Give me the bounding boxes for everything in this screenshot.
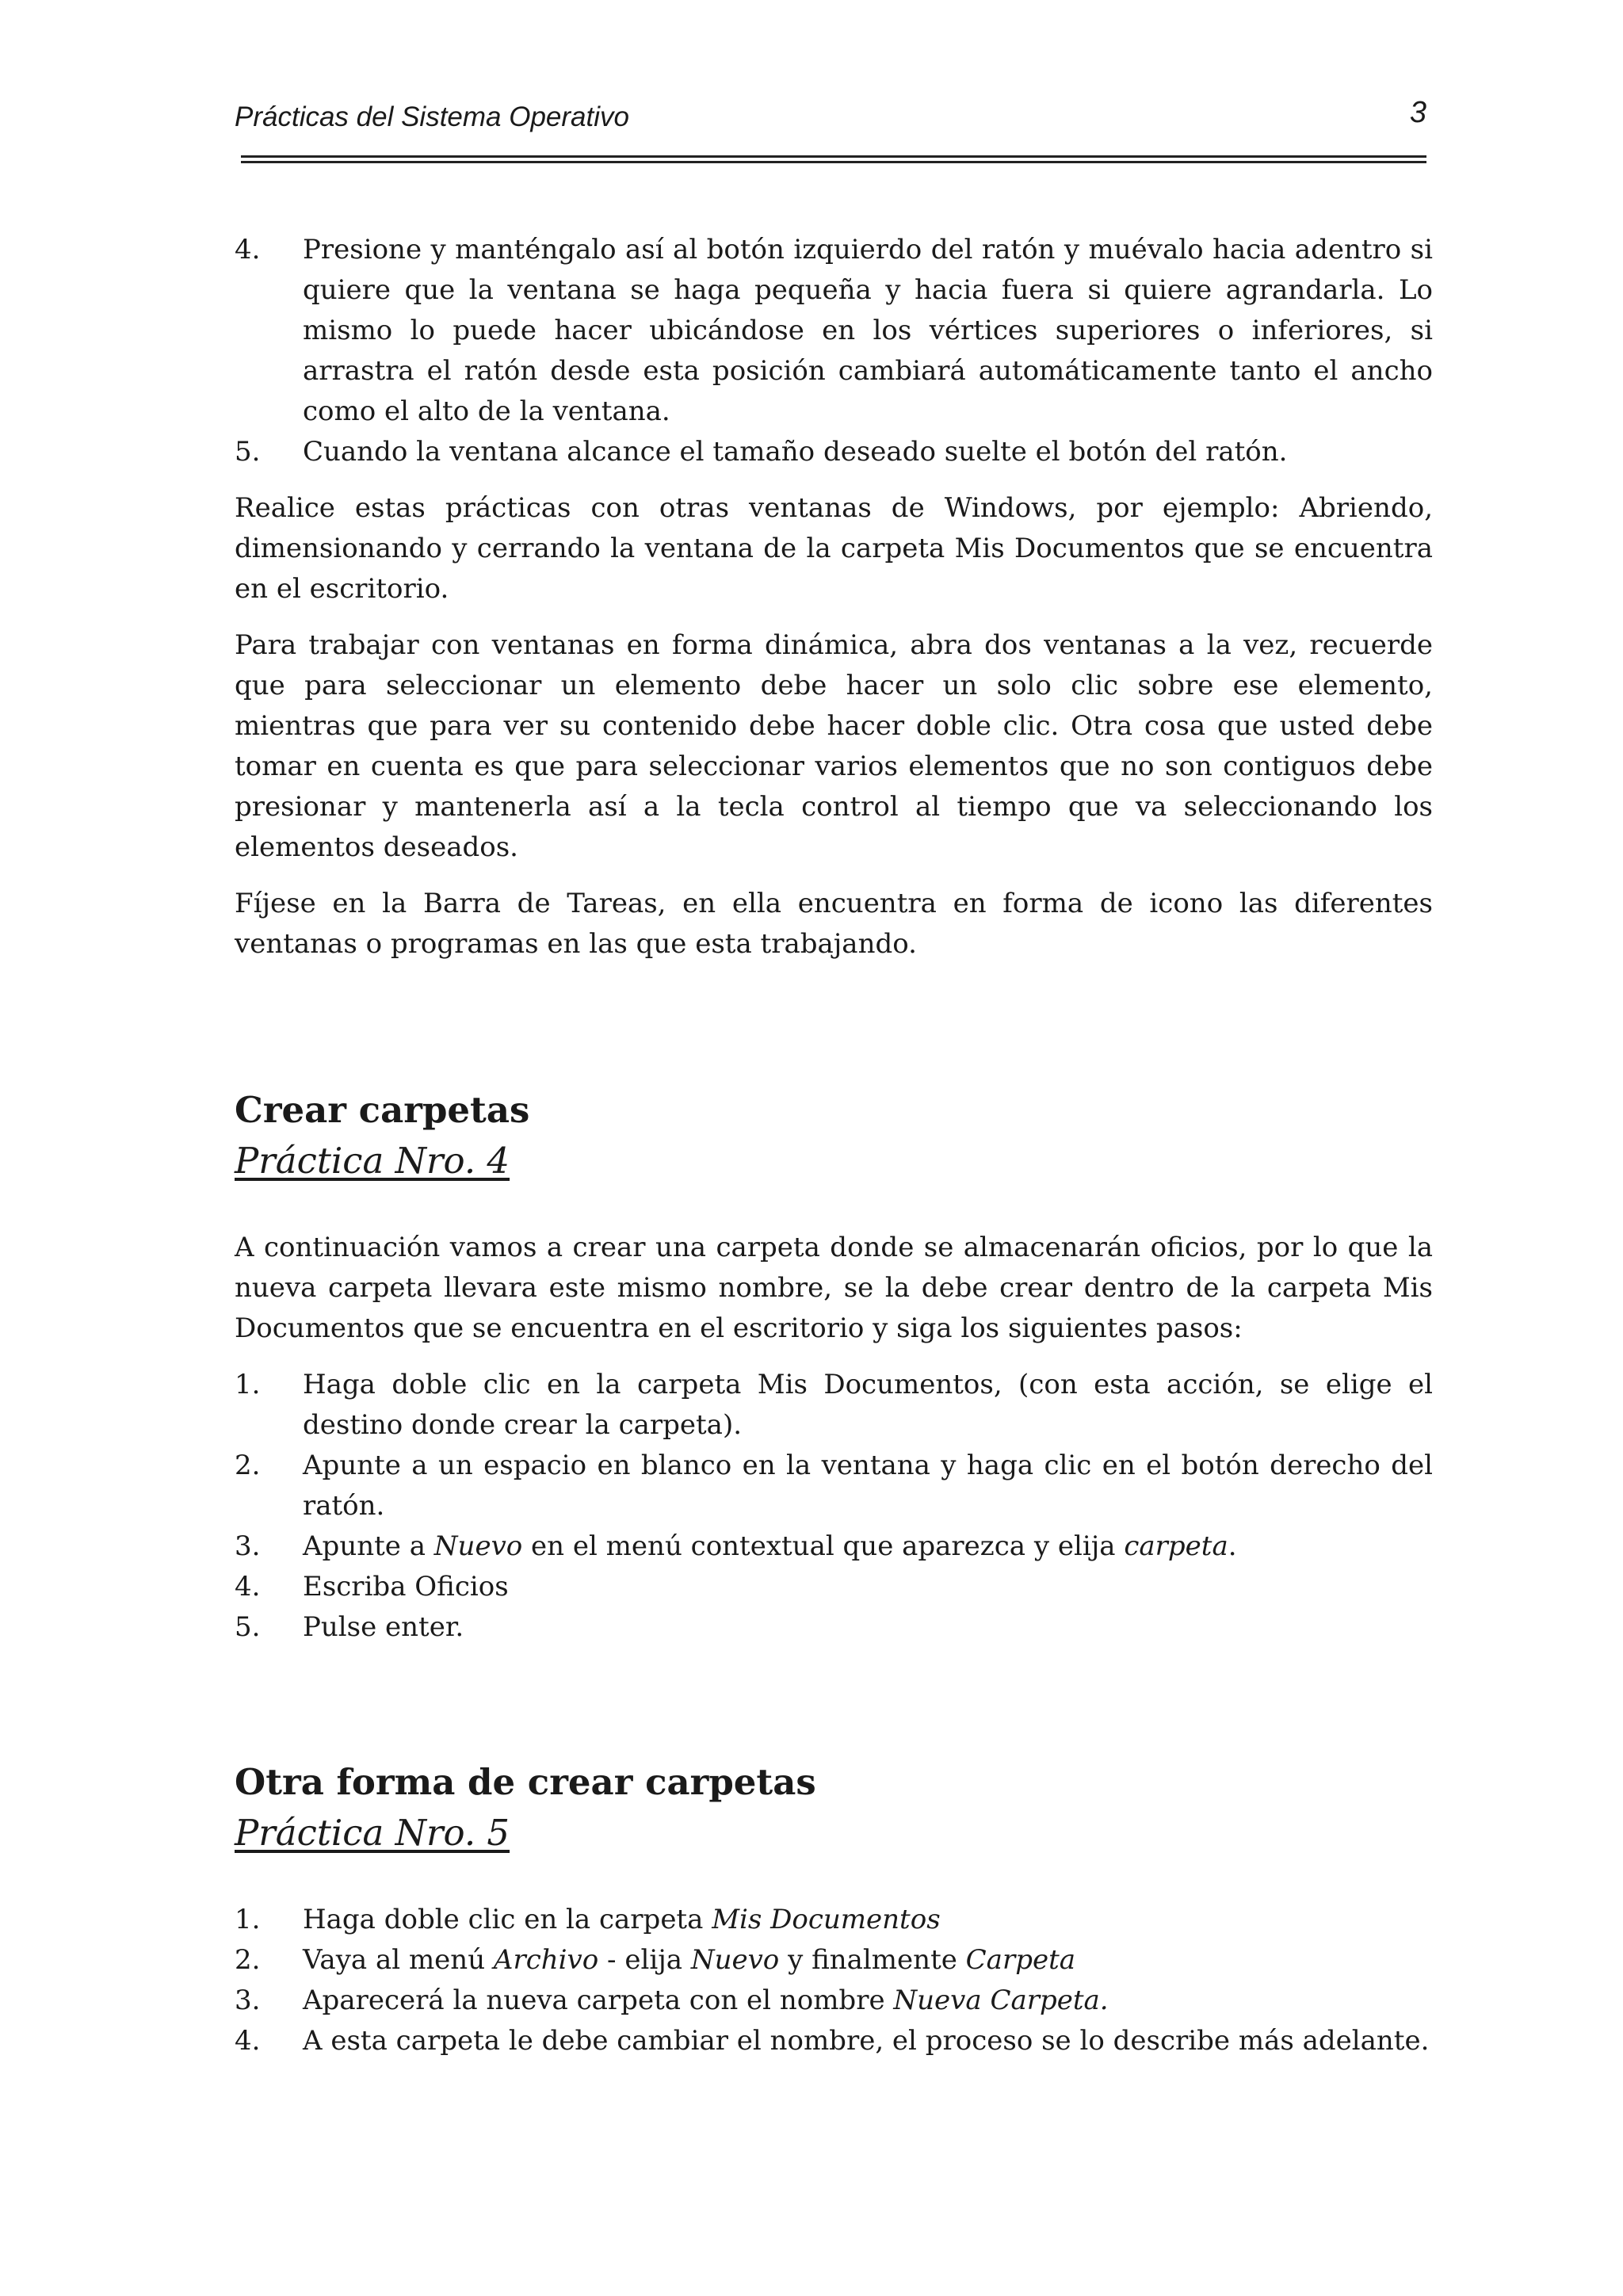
list-text: Escriba Oficios	[303, 1571, 509, 1603]
list-text: Apunte a Nuevo en el menú contextual que aparezca y elija carpeta.	[303, 1530, 1237, 1562]
list-number: 3.	[235, 1530, 261, 1562]
section-subtitle-practica-5: Práctica Nro. 5	[235, 1812, 510, 1854]
list-text: Apunte a un espacio en blanco en la ventana y haga clic en el botón derecho del ratón.	[303, 1450, 1433, 1522]
list-text: Haga doble clic en la carpeta Mis Documentos, (con esta acción, se elige el destino donde crear la carpeta).	[303, 1369, 1433, 1441]
list-number: 5.	[235, 436, 261, 468]
section-intro: A continuación vamos a crear una carpeta donde se almacenarán oficios, por lo que la nueva carpeta llevara este mismo nombre, se la debe crear dentro de la carpeta Mis Documentos que se encuentra en el escritorio y siga los siguientes pasos:	[235, 1232, 1433, 1344]
list-item	[235, 1900, 1433, 1940]
list-item	[235, 1526, 1433, 1567]
list-item	[235, 432, 1433, 472]
list-text: Cuando la ventana alcance el tamaño deseado suelte el botón del ratón.	[303, 436, 1288, 468]
list-text: Vaya al menú Archivo - elija Nuevo y finalmente Carpeta	[303, 1944, 1076, 1976]
list-number: 1.	[235, 1904, 261, 1935]
header-double-rule	[241, 155, 1426, 163]
list-item	[235, 1981, 1433, 2021]
list-number: 1.	[235, 1369, 261, 1400]
paragraph: Realice estas prácticas con otras ventanas de Windows, por ejemplo: Abriendo, dimensionando y cerrando la ventana de la carpeta Mis Documentos que se encuentra en el escritorio.	[235, 492, 1433, 605]
list-number: 4.	[235, 2025, 261, 2057]
list-text: Pulse enter.	[303, 1611, 464, 1643]
list-number: 3.	[235, 1985, 261, 2016]
list-item	[235, 1567, 1433, 1607]
list-item	[235, 230, 1433, 432]
page-number: 3	[1409, 96, 1426, 129]
list-item	[235, 1940, 1433, 1981]
list-item	[235, 1365, 1433, 1446]
section-subtitle-practica-4: Práctica Nro. 4	[235, 1140, 510, 1182]
list-number: 2.	[235, 1944, 261, 1976]
list-number: 5.	[235, 1611, 261, 1643]
list-text: Aparecerá la nueva carpeta con el nombre Nueva Carpeta.	[303, 1985, 1109, 2016]
document-body	[235, 230, 1433, 2061]
alt-create-folder-steps	[235, 1900, 1433, 2061]
list-text: A esta carpeta le debe cambiar el nombre, el proceso se lo describe más adelante.	[303, 2025, 1430, 2057]
paragraph: Para trabajar con ventanas en forma dinámica, abra dos ventanas a la vez, recuerde que para seleccionar un elemento debe hacer un solo clic sobre ese elemento, mientras que para ver su contenido debe hacer doble clic. Otra cosa que usted debe tomar en cuenta es que para seleccionar varios elementos que no son contiguos debe presionar y mantenerla así a la tecla control al tiempo que va seleccionando los elementos deseados.	[235, 629, 1433, 863]
section-title-otra-forma: Otra forma de crear carpetas	[235, 1761, 816, 1803]
section-title-crear-carpetas: Crear carpetas	[235, 1089, 530, 1131]
header-title: Prácticas del Sistema Operativo	[235, 101, 629, 132]
list-item	[235, 1446, 1433, 1526]
resize-steps-list	[235, 230, 1433, 472]
paragraph: Fíjese en la Barra de Tareas, en ella encuentra en forma de icono las diferentes ventanas o programas en las que esta trabajando.	[235, 888, 1433, 960]
list-item	[235, 2021, 1433, 2061]
list-text: Haga doble clic en la carpeta Mis Documentos	[303, 1904, 941, 1935]
list-item	[235, 1607, 1433, 1648]
list-number: 4.	[235, 1571, 261, 1603]
list-text: Presione y manténgalo así al botón izquierdo del ratón y muévalo hacia adentro si quiere que la ventana se haga pequeña y hacia fuera si quiere agrandarla. Lo mismo lo puede hacer ubicándose en los vértices superiores o inferiores, si arrastra el ratón desde esta posición cambiará automáticamente tanto el ancho como el alto de la ventana.	[303, 234, 1433, 427]
list-number: 4.	[235, 234, 261, 266]
create-folder-steps	[235, 1365, 1433, 1648]
list-number: 2.	[235, 1450, 261, 1481]
